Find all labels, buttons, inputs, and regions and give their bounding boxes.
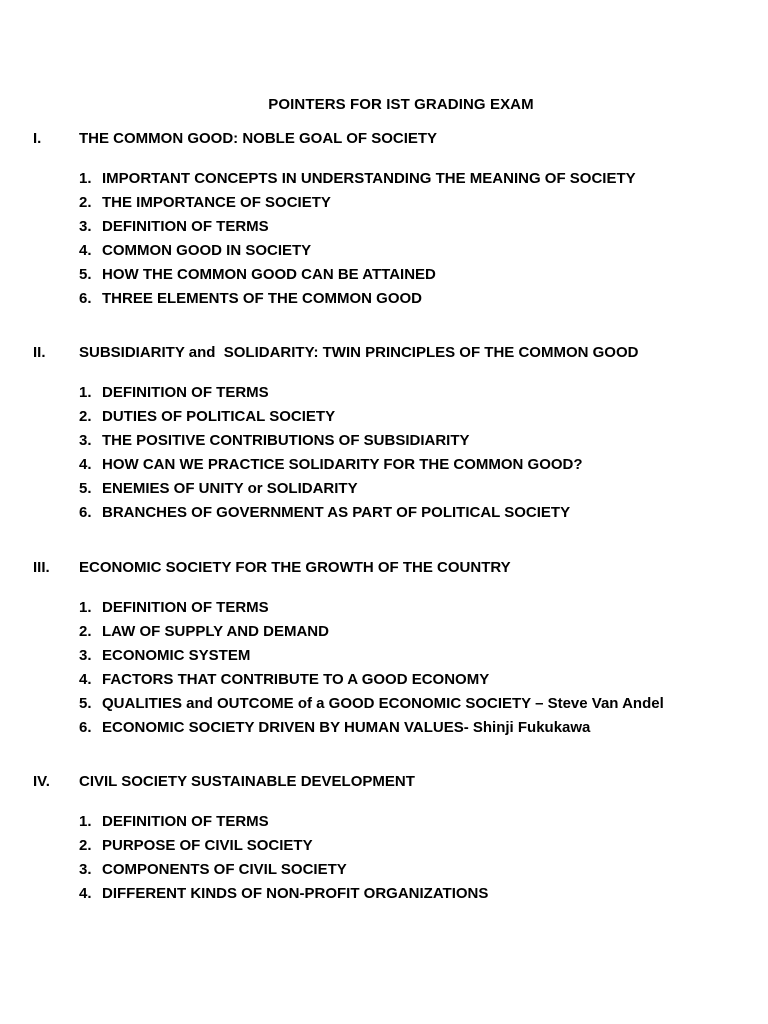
item-number: 5. <box>79 695 92 712</box>
item-number: 1. <box>79 599 92 616</box>
item-number: 2. <box>79 837 92 854</box>
item-number: 1. <box>79 813 92 830</box>
section-1 <box>0 129 768 307</box>
item-number: 3. <box>79 432 92 449</box>
section-numeral: III. <box>33 559 50 576</box>
item-number: 1. <box>79 384 92 401</box>
item-text: DIFFERENT KINDS OF NON-PROFIT ORGANIZATIONS <box>102 885 489 902</box>
section-numeral: I. <box>33 130 42 147</box>
item-text: DEFINITION OF TERMS <box>102 813 269 830</box>
item-text: QUALITIES and OUTCOME of a GOOD ECONOMIC SOCIETY – Steve Van Andel <box>102 695 664 712</box>
item-text: ECONOMIC SYSTEM <box>102 647 251 664</box>
item-text: THE POSITIVE CONTRIBUTIONS OF SUBSIDIARITY <box>102 432 470 449</box>
item-text: ENEMIES OF UNITY or SOLIDARITY <box>102 480 358 497</box>
item-number: 6. <box>79 290 92 307</box>
item-text: ECONOMIC SOCIETY DRIVEN BY HUMAN VALUES- Shinji Fukukawa <box>102 719 591 736</box>
item-number: 3. <box>79 861 92 878</box>
item-number: 2. <box>79 408 92 425</box>
item-text: HOW CAN WE PRACTICE SOLIDARITY FOR THE COMMON GOOD? <box>102 456 583 473</box>
section-3 <box>0 558 768 736</box>
section-title: SUBSIDIARITY and SOLIDARITY: TWIN PRINCIPLES OF THE COMMON GOOD <box>79 344 639 361</box>
item-text: PURPOSE OF CIVIL SOCIETY <box>102 837 313 854</box>
item-text: FACTORS THAT CONTRIBUTE TO A GOOD ECONOMY <box>102 671 490 688</box>
section-heading <box>0 129 768 149</box>
item-number: 2. <box>79 194 92 211</box>
item-number: 1. <box>79 170 92 187</box>
item-number: 6. <box>79 719 92 736</box>
item-text: THREE ELEMENTS OF THE COMMON GOOD <box>102 290 423 307</box>
item-text: HOW THE COMMON GOOD CAN BE ATTAINED <box>102 266 436 283</box>
item-text: DUTIES OF POLITICAL SOCIETY <box>102 408 336 425</box>
item-text: COMPONENTS OF CIVIL SOCIETY <box>102 861 347 878</box>
section-title: ECONOMIC SOCIETY FOR THE GROWTH OF THE COUNTRY <box>79 559 511 576</box>
section-numeral: II. <box>33 344 46 361</box>
section-title: CIVIL SOCIETY SUSTAINABLE DEVELOPMENT <box>79 773 415 790</box>
item-text: DEFINITION OF TERMS <box>102 218 269 235</box>
section-numeral: IV. <box>33 773 50 790</box>
item-number: 2. <box>79 623 92 640</box>
item-text: DEFINITION OF TERMS <box>102 599 269 616</box>
section-heading <box>0 772 768 792</box>
item-text: IMPORTANT CONCEPTS IN UNDERSTANDING THE MEANING OF SOCIETY <box>102 170 636 187</box>
section-4 <box>0 772 768 902</box>
section-heading <box>0 558 768 578</box>
item-number: 4. <box>79 456 92 473</box>
item-number: 4. <box>79 671 92 688</box>
item-text: THE IMPORTANCE OF SOCIETY <box>102 194 331 211</box>
item-number: 5. <box>79 266 92 283</box>
section-title: THE COMMON GOOD: NOBLE GOAL OF SOCIETY <box>79 130 438 147</box>
item-number: 5. <box>79 480 92 497</box>
item-text: LAW OF SUPPLY AND DEMAND <box>102 623 329 640</box>
section-heading <box>0 343 768 363</box>
item-number: 4. <box>79 242 92 259</box>
item-number: 6. <box>79 504 92 521</box>
item-text: COMMON GOOD IN SOCIETY <box>102 242 312 259</box>
item-number: 4. <box>79 885 92 902</box>
document-title: POINTERS FOR IST GRADING EXAM <box>268 96 534 113</box>
item-number: 3. <box>79 647 92 664</box>
item-text: BRANCHES OF GOVERNMENT AS PART OF POLITICAL SOCIETY <box>102 504 571 521</box>
section-2 <box>0 343 768 521</box>
item-text: DEFINITION OF TERMS <box>102 384 269 401</box>
item-number: 3. <box>79 218 92 235</box>
